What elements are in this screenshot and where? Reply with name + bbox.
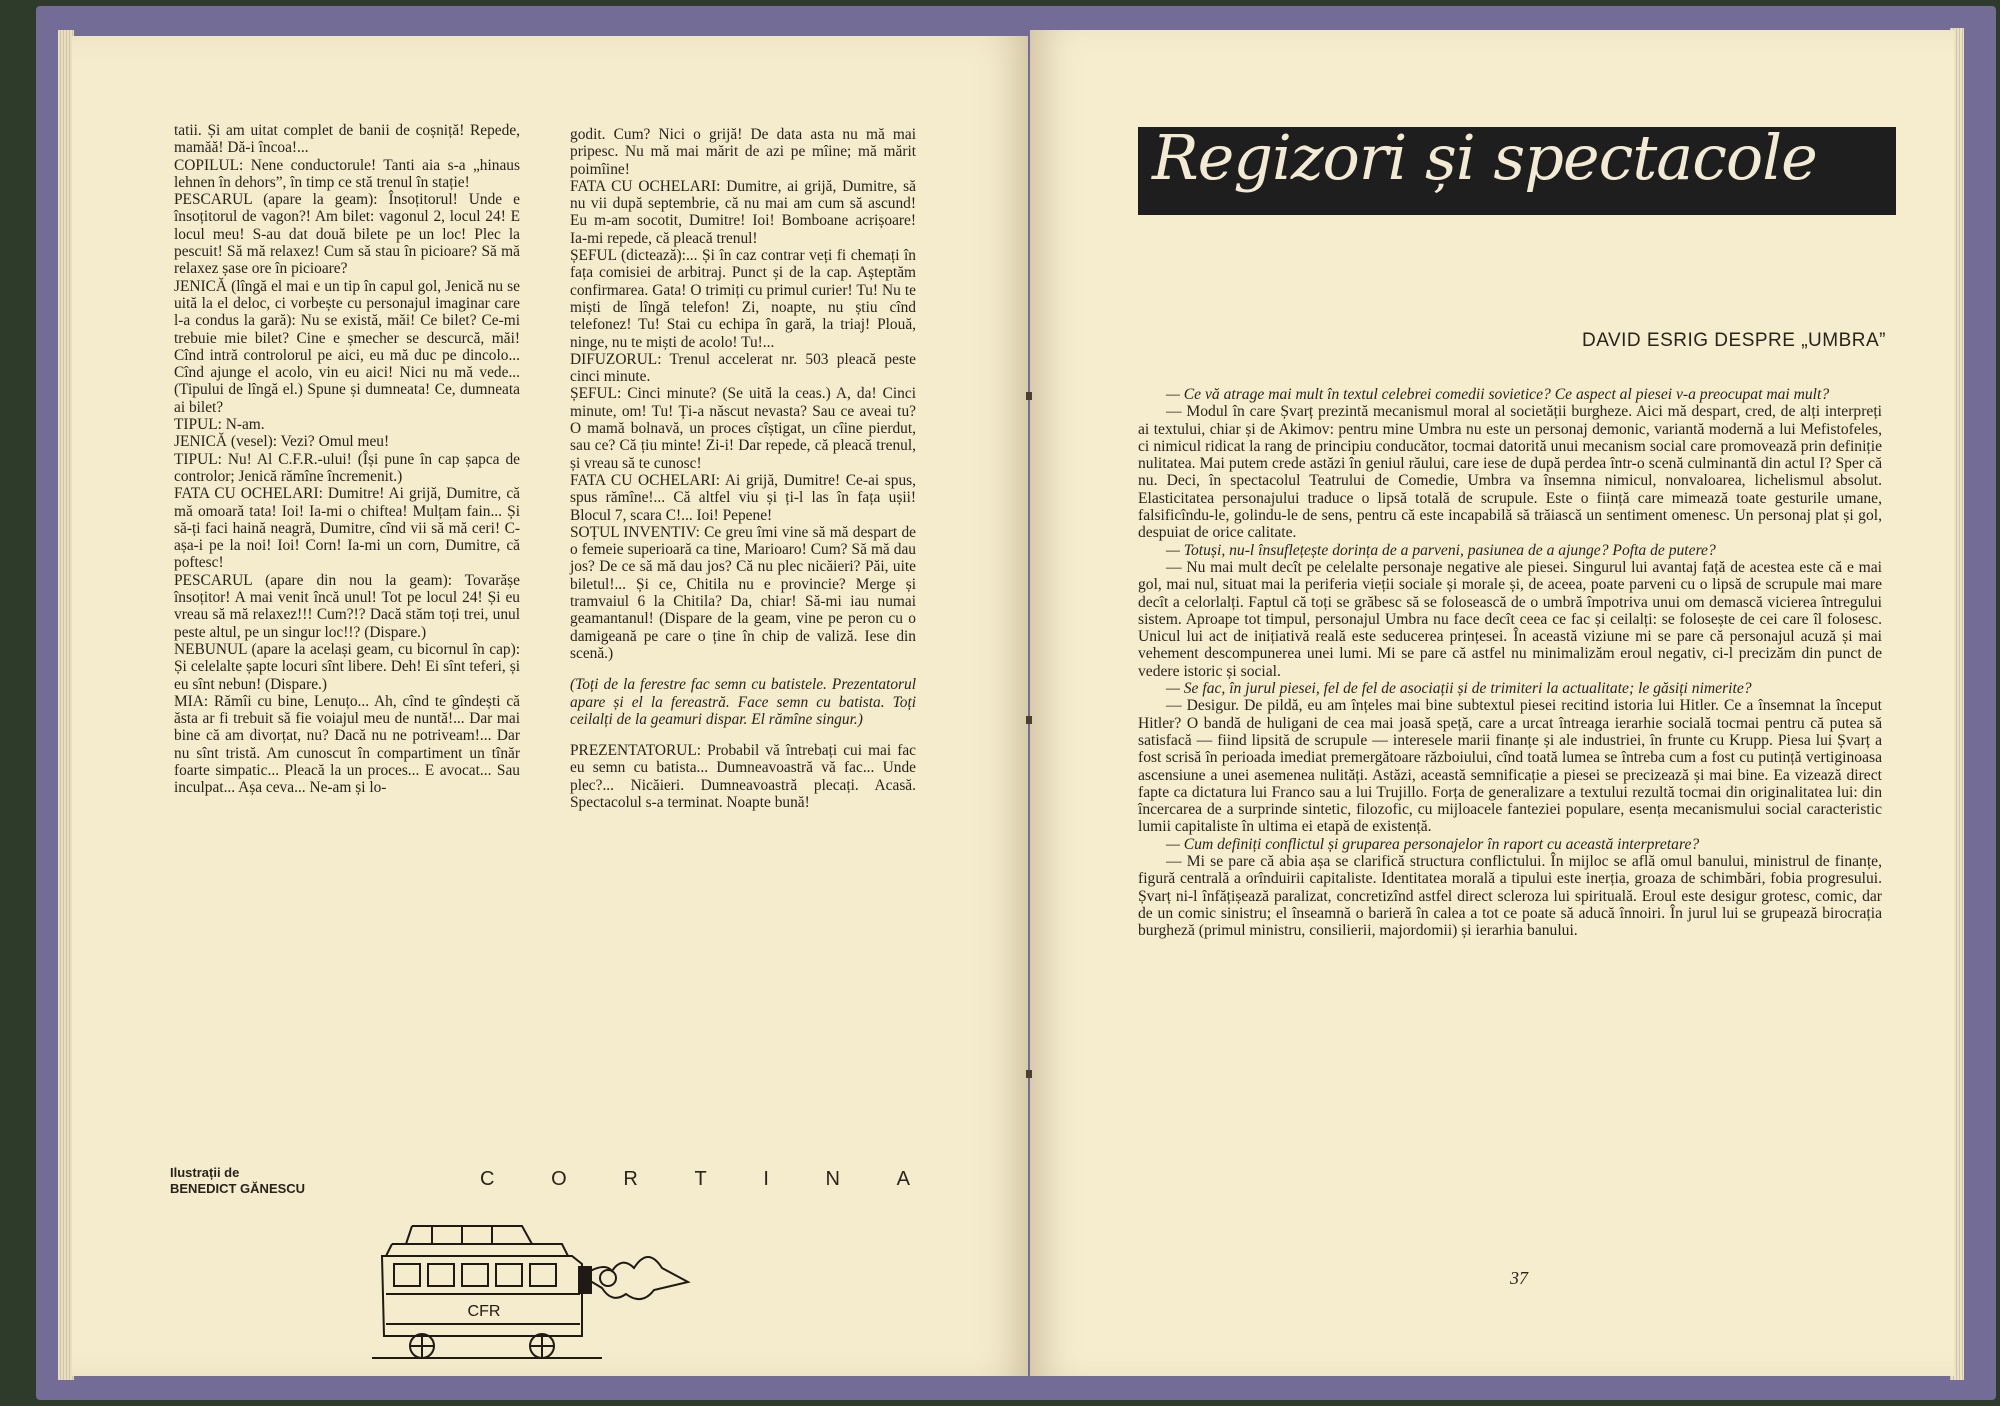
illustration-credit [170,1165,305,1197]
gutter-stitch [1026,392,1032,400]
paragraph: PREZENTATORUL: Probabil vă întrebați cui mai fac eu semn cu batista... Dumneavoastră vă fac... Unde plec?... Nicăieri. Dumneavoastră plecați. Acasă. Spectacolul s-a terminat. Noapte bună! [570,742,916,811]
gutter-stitch [1026,716,1032,724]
credit-label: Ilustrații de [170,1165,240,1180]
cortina-letter: A [896,1168,910,1190]
paragraph: ȘEFUL (dictează):... Și în caz contrar veți fi chemați în fața comisiei de arbitraj. Punct și de la cap. Așteptăm confirmarea. Gata! O trimiți cu primul curier! Tu! Nu te miști de lîngă telefon! Zi, noapte, nu știu cînd telefonez! Tu! Stai cu echipa în gară, la triaj! Plouă, ninge, nu te miști de acolo! Tu!... [570,247,916,351]
paragraph: SOȚUL INVENTIV: Ce greu îmi vine să mă despart de o femeie superioară ca tine, Marioaro! Cum? Să mă dau jos? De ce să mă dau jos? Că nu plec nicăieri? Păi, uite biletul!... Și ce, Chitila nu e provincie? Merge și tramvaiul 6 la Chitila? Da, chiar! Să-mi iau numai geamantanul! (Dispare de la geam, vine pe peron cu o damigeană pe care o ține în chip de valiză. Iese din scenă.) [570,523,916,662]
left-column-2 [570,126,916,811]
paragraph: DIFUZORUL: Trenul accelerat nr. 503 pleacă peste cinci minute. [570,350,916,386]
answer: — Modul în care Șvarț prezintă mecanismul moral al societății burgheze. Aici mă despart, cred, de alți interpreți ai textului, chiar și de Akimov: pentru mine Umbra nu este un personaj demonic, variantă modernă a lui Mefistofeles, ci nimicul ridicat la rang de principiu conducător, tocmai datorită unui mecanism social care promovează prin definiție nulitatea. Mai putem crede astăzi în geniul răului, care iese de după perdea într-o scenă culminantă din actul I? Sper că nu. Deci, în spectacolul Teatrului de Comedie, Umbra va însemna nimicul, nonvaloarea, lichelismul absolut. Elasticitatea personajului traduce o lipsă totală de scrupule. Este o ființă care mimează toate gesturile umane, falsificîndu-le, golindu-le de sens, pentru că este incapabilă să trăiască un sentiment omenesc. Un personaj plat și gol, despuiat de orice calitate. [1138,403,1882,542]
paragraph: FATA CU OCHELARI: Dumitre, ai grijă, Dumitre, să nu vii după septembrie, că nu mai am cum să ascund! Eu m-am socotit, Dumitre! Ioi! Bomboane acrișoare! Ia-mi repede, că pleacă trenul! [570,177,916,247]
section-title: Regizori și spectacole [1152,121,1817,194]
paragraph: NEBUNUL (apare la același geam, cu bicornul în cap): Și celelalte șapte locuri sînt libere. Deh! Ei sînt teferi, și eu sînt nebun! (Dispare.) [174,640,520,693]
cortina-letter: R [623,1168,638,1190]
cortina-letter: T [694,1168,707,1190]
cortina-letter: I [763,1168,769,1190]
left-column-1 [174,122,520,797]
cortina-letter: C [480,1168,495,1190]
cortina-letter: N [825,1168,840,1190]
paragraph: PESCARUL (apare din nou la geam): Tovarășe însoțitor! A mai venit încă unul! Tot pe locul 24! Și eu vreau să mă relaxez!!! Cum?!? Dacă stăm toți trei, unul peste altul, pe un singur loc!!? (Dispare.) [174,571,520,641]
paragraph: MIA: Rămîi cu bine, Lenuțo... Ah, cînd te gîndești că ăsta ar fi trebuit să fie voiajul meu de nuntă!... Dar mai bine că am divorțat, nu? Dacă nu ne potriveam!... Dar nu sînt tristă. Am cunoscut în compartiment un tînăr foarte simpatic... Pleacă la un proces... E avocat... Sau inculpat... Așa ceva... Ne-am și lo- [174,692,520,797]
paragraph: JENICĂ (lîngă el mai e un tip în capul gol, Jenică nu se uită la el deloc, ci vorbește cu personajul imaginar care l-a condus la gară): Nu se există, măi! Ce bilet? Ce-mi trebuie mie bilet? Cine e șmecher se descurcă, măi! Cînd intră controlorul pe aici, eu mă duc pe dincolo... Cînd ajunge el acolo, vin eu aici! Nici nu mă vede... (Tipului de lîngă el.) Spune și dumneata! Ce, dumneata ai bilet? [174,277,520,416]
paragraph: PESCARUL (apare la geam): Însoțitorul! Unde e însoțitorul de vagon?! Am bilet: vagonul 2, locul 24! E locul meu! S-au dat două bilete pe un loc! Plec la pescuit! Să mă relaxez! Cum să stau în picioare? Să mă relaxez șase ore în picioare? [174,191,520,278]
paragraph: JENICĂ (vesel): Vezi? Omul meu! [174,433,390,451]
credit-name: BENEDICT GĂNESCU [170,1181,306,1196]
paragraph: TIPUL: Nu! Al C.F.R.-ului! (Își pune în cap șapca de controlor; Jenică rămîne încremenit.) [174,450,520,485]
paragraph: COPILUL: Nene conductorule! Tanti aia s-a „hinaus lehnen în dehors”, în timp ce stă trenul în stație! [174,156,520,191]
paragraph: FATA CU OCHELARI: Ai grijă, Dumitre! Ce-ai spus, spus rămîne!... Că altfel viu și ți-l las în fața ușii! Blocul 7, scara C!... Ioi! Pepene! [570,471,916,524]
paragraph: FATA CU OCHELARI: Dumitre! Ai grijă, Dumitre, că mă omoară tata! Ioi! Ia-mi o chiftea! Mulțam fain... Și să-ți faci haină neagră, Dumitre, cînd vii să mă ceri! C-așa-i pe la noi! Ioi! Corn! Ia-mi un corn, Dumitre, că poftesc! [174,485,520,572]
question: — Se fac, în jurul piesei, fel de fel de asociații și de trimiteri la actualitate; le găsiți nimerite? [1166,680,1752,698]
article-heading: DAVID ESRIG DESPRE „UMBRA” [1581,330,1886,351]
question: — Cum definiți conflictul și gruparea personajelor în raport cu această interpretare? [1166,835,1700,853]
question: — Totuși, nu-l însuflețește dorința de a parveni, pasiunea de a ajunge? Pofta de putere? [1166,541,1716,559]
answer: — Mi se pare că abia așa se clarifică structura conflictului. În mijloc se află omul banului, ministrul de finanțe, figură centrală a orînduirii capitaliste. Identitatea morală a tipului este inerția, groaza de schimbări, fobia progresului. Șvarț ni-l înfățișează paralizat, concretizînd astfel direct scleroza lui spirituală. Eroul este desigur grotesc, comic, dar de un comic sinistru; el înseamnă o barieră în calea a tot ce poate să aducă înnoiri. În jurul lui se grupează birocrația burgheză (primul ministru, consilierii, majordomii) și ierarhia banului. [1138,853,1882,940]
page-number: 37 [1510,1268,1528,1288]
paragraph: TIPUL: N-am. [174,416,265,434]
cortina-heading [480,1168,910,1191]
paragraph: ȘEFUL: Cinci minute? (Se uită la ceas.) A, da! Cinci minute, om! Tu! Ți-a născut nevasta? Sau ce aveai tu? O mamă bolnavă, un proces cîștigat, un cîine pierdut, sau ce? Că țiu minte! Zi-i! Dar repede, că pleacă trenul, și vreau să te cunosc! [570,385,916,472]
answer: — Desigur. De pildă, eu am înțeles mai bine subtextul piesei recitind istoria lui Hitler. Ce a însemnat la început Hitler? O bandă de huligani de cea mai joasă speță, care a urcat întreaga ierarhie socială tocmai pentru că putea să satisfacă — fiind lipsită de scrupule — interesele marii finanțe și ale industriei, în frunte cu Krupp. Piesa lui Șvarț a fost scrisă în perioada imediat premergătoare războiului, cînd toată lumea se întreba cum a fost cu putință vertiginoasa ascensiune a unei asemenea nulități. Astăzi, această semnificație a piesei se precizează și mai bine. Ea vizează direct fapte ca dictatura lui Franco sau a lui Trujillo. Forța de generalizare a textului rezultă tocmai din originalitatea lui: din încercarea de a surprinde sintetic, filozofic, cu mijloacele fanteziei populare, esența mecanismului social caracteristic lumii capitaliste în ultima ei etapă de existență. [1138,697,1882,836]
cortina-letter: O [551,1168,567,1190]
answer: — Nu mai mult decît pe celelalte personaje negative ale piesei. Singurul lui avantaj față de acestea este că e mai gol, mai nul, situat mai la periferia vieții sociale și morale și, de aceea, poate parveni cu o lipsă de scrupule mai mare decît a celorlalți. Faptul că toți se grăbesc să se folosească de o umbră împotriva unui om demască vicierea întregului sistem. Aproape tot timpul, personajul Umbra nu face decît ceea ce fac și ceilalți: se folosește de cei care îl folosesc. Unicul lui act de inițiativă reală este seducerea prințesei. În această viziune mi se pare că personajul acuză și mai vehement descompunerea unei lumi. Mi se pare că astfel nu minimalizăm eroul negativ, ci-l precizăm din punct de vedere istoric și social. [1138,558,1882,680]
tram-illustration [372,1216,692,1366]
paragraph: tatii. Și am uitat complet de banii de coșniță! Repede, mamăă! Dă-i încoa!... [174,122,520,157]
tram-label: CFR [467,1303,501,1320]
stage-direction: (Toți de la ferestre fac semn cu batistele. Prezentatorul apare și el la fereastră. Face semn cu batista. Toți ceilalți de la geamuri dispar. El rămîne singur.) [570,676,916,728]
question: — Ce vă atrage mai mult în textul celebrei comedii sovietice? Ce aspect al piesei v-a preocupat mai mult? [1166,386,1830,403]
gutter-stitch [1026,1070,1032,1078]
article-body [1138,386,1882,940]
paragraph: godit. Cum? Nici o grijă! De data asta nu mă mai pripesc. Nu mă mai mărit de azi pe mîine; mă mărit poimîine! [570,126,916,178]
